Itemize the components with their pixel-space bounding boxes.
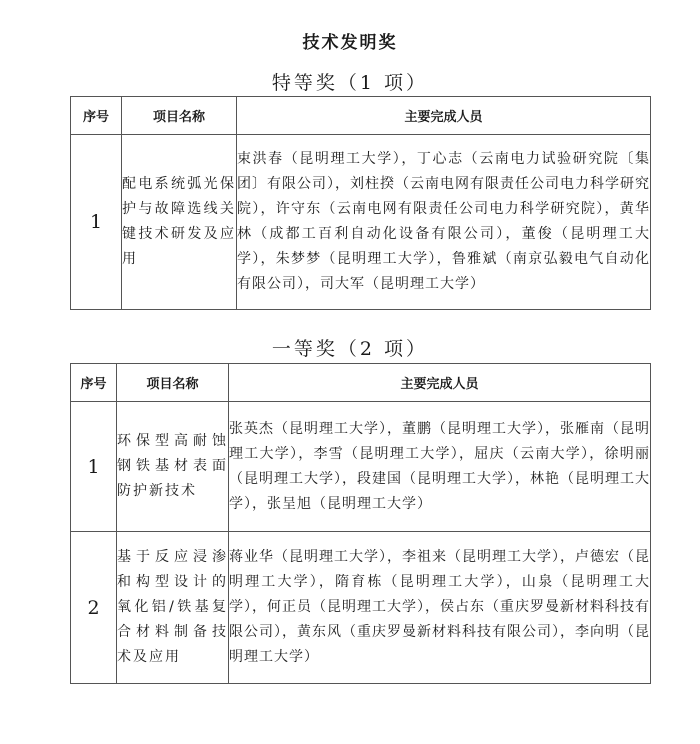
project-name: 环保型高耐蚀钢铁基材表面防护新技术	[117, 402, 229, 532]
column-header-index: 序号	[71, 97, 122, 135]
section-heading-first-prize: 一等奖（2 项）	[271, 338, 429, 360]
completers-list: 束洪春（昆明理工大学），丁心志（云南电力试验研究院〔集团〕有限公司），刘柱揆（云南电网有限责任公司电力科学研究院），许守东（云南电网有限责任公司电力科学研究院），黄华林（成都工百利自动化设备有限公司），董俊（昆明理工大学），朱梦梦（昆明理工大学），鲁雅斌（南京弘毅电气自动化有限公司），司大军（昆明理工大学）	[237, 135, 651, 310]
row-index: 1	[71, 402, 117, 532]
special-prize-table	[70, 96, 651, 310]
first-prize-table	[70, 363, 651, 684]
document-title: 技术发明奖	[302, 33, 398, 53]
table-header-row	[71, 364, 651, 402]
table-row	[71, 532, 651, 684]
table-row	[71, 135, 651, 310]
row-index: 2	[71, 532, 117, 684]
column-header-project: 项目名称	[117, 364, 229, 402]
row-index: 1	[71, 135, 122, 310]
completers-list: 张英杰（昆明理工大学），董鹏（昆明理工大学），张雁南（昆明理工大学），李雪（昆明理工大学），屈庆（云南大学），徐明丽（昆明理工大学），段建国（昆明理工大学），林艳（昆明理工大学），张呈旭（昆明理工大学）	[229, 402, 651, 532]
column-header-people: 主要完成人员	[229, 364, 651, 402]
project-name: 基于反应浸渗和构型设计的氧化铝/铁基复合材料制备技术及应用	[117, 532, 229, 684]
section-heading-special-prize: 特等奖（1 项）	[271, 72, 429, 94]
completers-list: 蒋业华（昆明理工大学），李祖来（昆明理工大学），卢德宏（昆明理工大学），隋育栋（昆明理工大学），山泉（昆明理工大学），何正员（昆明理工大学），侯占东（重庆罗曼新材料科技有限公司），黄东风（重庆罗曼新材料科技有限公司），李向明（昆明理工大学）	[229, 532, 651, 684]
project-name: 配电系统弧光保护与故障选线关键技术研发及应用	[122, 135, 237, 310]
column-header-index: 序号	[71, 364, 117, 402]
table-header-row	[71, 97, 651, 135]
table-row	[71, 402, 651, 532]
column-header-people: 主要完成人员	[237, 97, 651, 135]
column-header-project: 项目名称	[122, 97, 237, 135]
